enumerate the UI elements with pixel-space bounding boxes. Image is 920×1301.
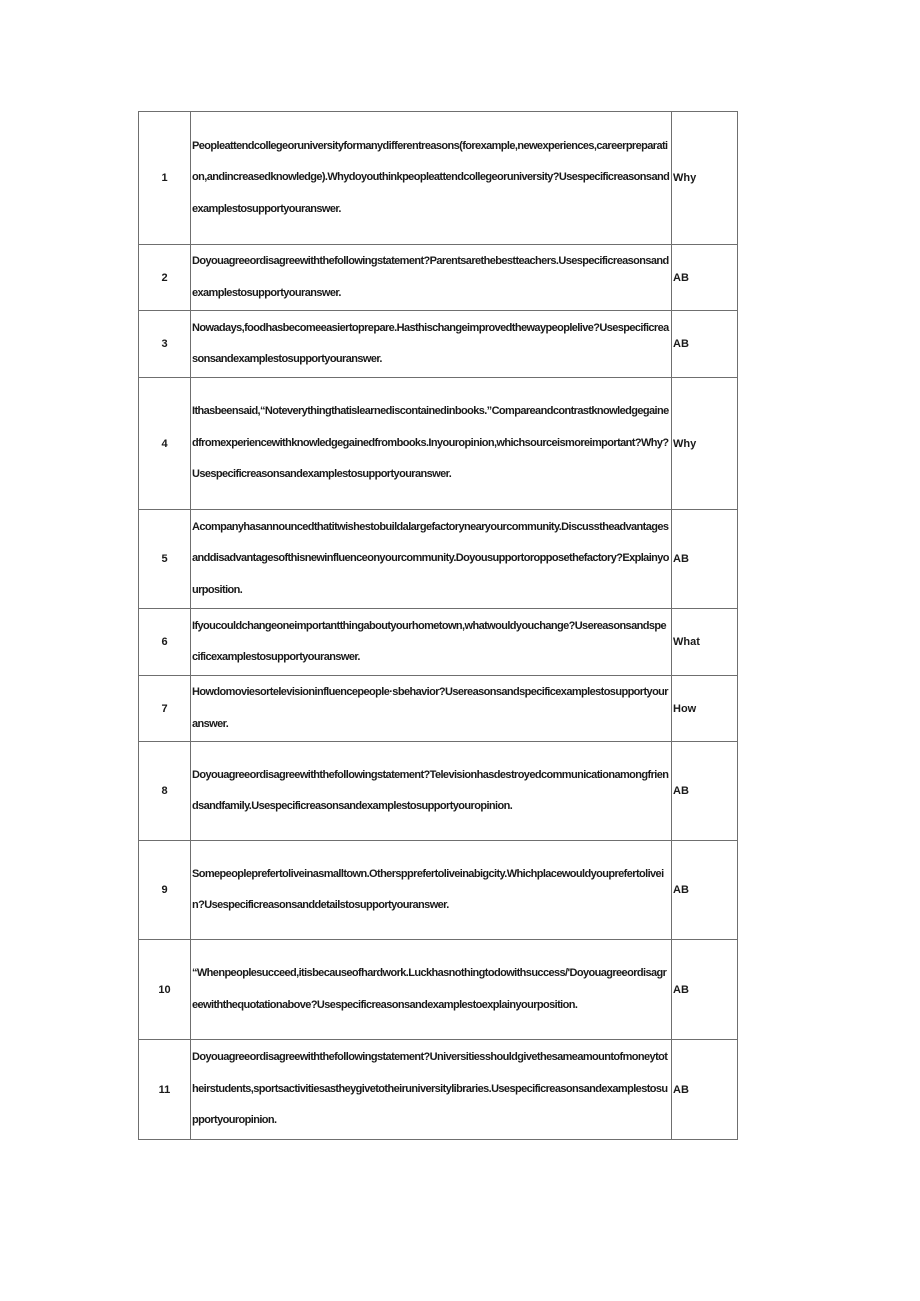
- essay-prompt: Acompanyhasannouncedthatitwishestobuildalargefactorynearyourcommunity.Discusstheadvantagesanddisadvantagesofthisnewinfluenceonyourcommunity.Doyousupportoropposethefactory?Explainyourposition.: [191, 510, 672, 609]
- table-row: [139, 245, 738, 311]
- row-number: 5: [139, 510, 191, 609]
- row-number: 11: [139, 1040, 191, 1140]
- topics-table: [138, 111, 738, 1140]
- row-number: 10: [139, 940, 191, 1040]
- table-row: [139, 510, 738, 609]
- essay-prompt: Doyouagreeordisagreewiththefollowingstatement?Parentsarethebestteachers.Usespecificreasonsandexamplestosupportyouranswer.: [191, 245, 672, 311]
- essay-prompt: Ithasbeensaid,“Noteverythingthatislearnediscontainedinbooks.”Compareandcontrastknowledgegainedfromexperiencewithknowledgegainedfrombooks.Inyouropinion,whichsourceismoreimportant?Why?Usespecificreasonsandexamplestosupportyouranswer.: [191, 378, 672, 510]
- row-number: 8: [139, 742, 191, 841]
- essay-prompt: Doyouagreeordisagreewiththefollowingstatement?Universitiesshouldgivethesameamountofmoneytotheirstudents,sportsactivitiesastheygivetotheiruniversitylibraries.Usespecificreasonsandexamplestosupportyouropinion.: [191, 1040, 672, 1140]
- question-type: Why: [672, 378, 738, 510]
- question-type: AB: [672, 742, 738, 841]
- table-row: [139, 112, 738, 245]
- table-row: [139, 311, 738, 378]
- table-row: [139, 841, 738, 940]
- table-row: [139, 742, 738, 841]
- question-type: What: [672, 609, 738, 676]
- essay-prompt: Howdomoviesortelevisioninfluencepeople·sbehavior?Usereasonsandspecificexamplestosupportyouranswer.: [191, 676, 672, 742]
- row-number: 3: [139, 311, 191, 378]
- question-type: Why: [672, 112, 738, 245]
- question-type: How: [672, 676, 738, 742]
- question-type: AB: [672, 510, 738, 609]
- table-row: [139, 1040, 738, 1140]
- essay-prompt: Ifyoucouldchangeoneimportantthingaboutyourhometown,whatwouldyouchange?Usereasonsandspecificexamplestosupportyouranswer.: [191, 609, 672, 676]
- row-number: 4: [139, 378, 191, 510]
- table-row: [139, 609, 738, 676]
- question-type: AB: [672, 245, 738, 311]
- essay-prompt: “Whenpeoplesucceed,itisbecauseofhardwork.Luckhasnothingtodowithsuccess/'Doyouagreeordisagreewiththequotationabove?Usespecificreasonsandexamplestoexplainyourposition.: [191, 940, 672, 1040]
- essay-prompt: Peopleattendcollegeoruniversityformanydifferentreasons(forexample,newexperiences,careerpreparation,andincreasedknowledge).Whydoyouthinkpeopleattendcollegeoruniversity?Usespecificreasonsandexamplestosupportyouranswer.: [191, 112, 672, 245]
- question-type: AB: [672, 940, 738, 1040]
- question-type: AB: [672, 841, 738, 940]
- row-number: 7: [139, 676, 191, 742]
- row-number: 2: [139, 245, 191, 311]
- essay-prompt: Doyouagreeordisagreewiththefollowingstatement?Televisionhasdestroyedcommunicationamongfriendsandfamily.Usespecificreasonsandexamplestosupportyouropinion.: [191, 742, 672, 841]
- table-row: [139, 676, 738, 742]
- question-type: AB: [672, 1040, 738, 1140]
- table-row: [139, 940, 738, 1040]
- essay-prompt: Nowadays,foodhasbecomeeasiertoprepare.Hasthischangeimprovedthewaypeoplelive?Usespecificreasonsandexamplestosupportyouranswer.: [191, 311, 672, 378]
- row-number: 1: [139, 112, 191, 245]
- row-number: 9: [139, 841, 191, 940]
- table-row: [139, 378, 738, 510]
- question-type: AB: [672, 311, 738, 378]
- essay-prompt: Somepeopleprefertoliveinasmalltown.Otherspprefertoliveinabigcity.Whichplacewouldyouprefertolivein?Usespecificreasonsanddetailstosupportyouranswer.: [191, 841, 672, 940]
- row-number: 6: [139, 609, 191, 676]
